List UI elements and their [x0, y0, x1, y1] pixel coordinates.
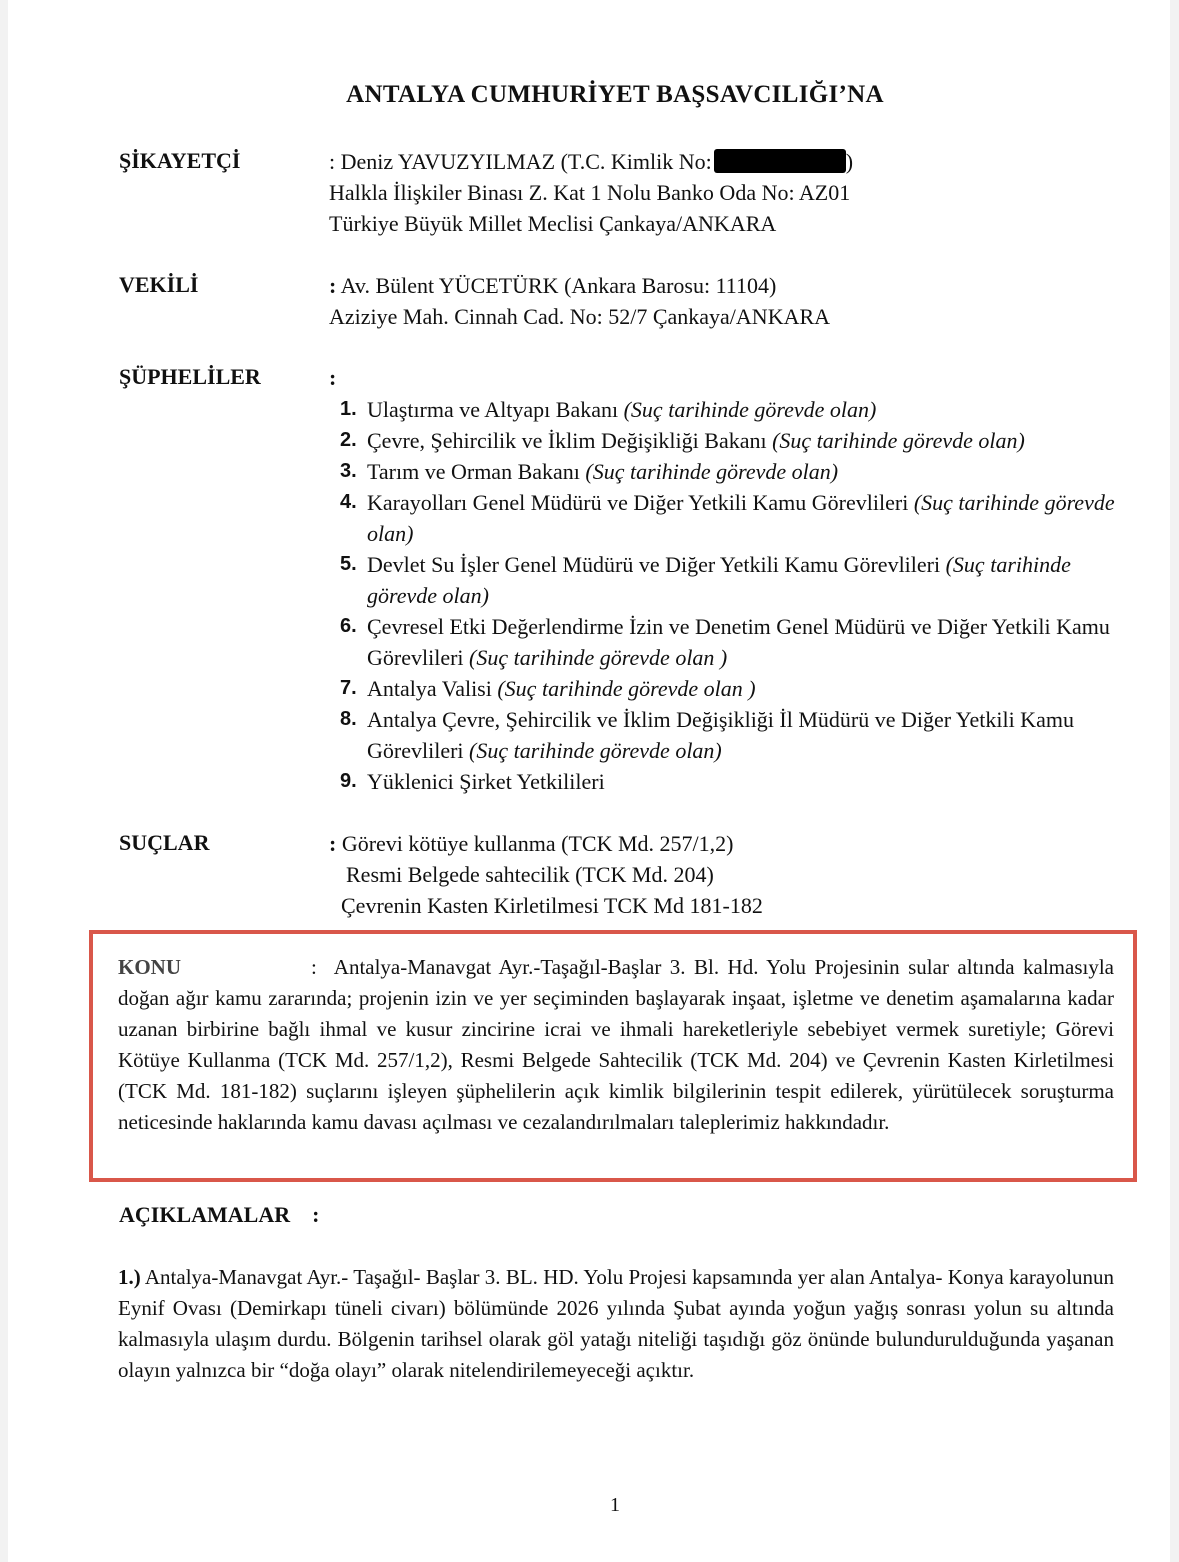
suclar-line1 — [329, 828, 763, 859]
list-item-number: 5. — [340, 553, 357, 575]
konu-text: Antalya-Manavgat Ayr.-Taşağıl-Başlar 3. Bl. Hd. Yolu Projesinin sular altında kalmasıyla doğan ağır kamu zararında; projenin izin ve yer seçiminden başlayarak inşaat, işletme ve denetim aşamalarına kadar uzanan birbirine bağlı ihmal ve kusur zincirine icrai ve ihmali hareketleriyle sebebiyet vermek suretiyle; Görevi Kötüye Kullanma (TCK Md. 257/1,2), Resmi Belgede Sahtecilik (TCK Md. 204) ve Çevrenin Kasten Kirletilmesi (TCK Md. 181-182) suçlarını işleyen şüphelilerin açık kimlik bilgilerinin tespit edilerek, yürütülecek soruşturma neticesinde haklarında kamu davası açılması ve cezalandırılmaları taleplerimiz hakkındadır. — [118, 955, 1115, 1134]
list-item-text: Devlet Su İşler Genel Müdürü ve Diğer Yetkili Kamu Görevlileri — [367, 552, 946, 577]
list-item-text: Karayolları Genel Müdürü ve Diğer Yetkili Kamu Görevlileri — [367, 490, 914, 515]
suclar-label: SUÇLAR — [119, 830, 210, 855]
list-item-note: (Suç tarihinde görevde olan) — [367, 490, 1115, 546]
list-item — [337, 611, 1117, 673]
list-item-note: (Suç tarihinde görevde olan) — [367, 552, 1071, 608]
sikayetci-name-suffix: ) — [845, 149, 854, 174]
list-item-text: Çevre, Şehircilik ve İklim Değişikliği Bakanı — [367, 428, 773, 453]
vekili-colon: : — [329, 273, 337, 298]
list-item — [337, 549, 1117, 611]
list-item-number: 7. — [340, 677, 357, 699]
document-title: ANTALYA CUMHURİYET BAŞSAVCILIĞI’NA — [346, 81, 884, 108]
suclar-line1-text: Görevi kötüye kullanma (TCK Md. 257/1,2) — [341, 831, 734, 856]
list-item-number: 1. — [340, 398, 357, 420]
sikayetci-value — [329, 146, 853, 239]
aciklamalar-colon: : — [312, 1202, 320, 1227]
vekili-value — [329, 270, 830, 332]
list-item — [337, 394, 1117, 425]
list-item-text: Ulaştırma ve Altyapı Bakanı — [367, 397, 624, 422]
list-item-note: (Suç tarihinde görevde olan) — [585, 459, 839, 484]
list-item — [337, 487, 1117, 549]
list-item-text: Tarım ve Orman Bakanı — [367, 459, 586, 484]
paragraph-number: 1.) — [118, 1265, 141, 1289]
sikayetci-address1: Halkla İlişkiler Binası Z. Kat 1 Nolu Banko Oda No: AZ01 — [329, 180, 851, 205]
list-item-text: Antalya Çevre, Şehircilik ve İklim Değişikliği İl Müdürü ve Diğer Yetkili Kamu Görevlileri — [367, 707, 1074, 763]
supheliler-colon: : — [329, 365, 337, 390]
list-item-note: (Suç tarihinde görevde olan) — [772, 428, 1025, 453]
list-item — [337, 425, 1117, 456]
list-item-text: Çevresel Etki Değerlendirme İzin ve Denetim Genel Müdürü ve Diğer Yetkili Kamu Görevlileri — [367, 614, 1110, 670]
list-item-number: 6. — [340, 615, 357, 637]
list-item-number: 3. — [340, 460, 357, 482]
sikayetci-name-text: : Deniz YAVUZYILMAZ (T.C. Kimlik No: — [329, 149, 712, 174]
list-item-note: (Suç tarihinde görevde olan) — [623, 397, 877, 422]
list-item — [337, 456, 1117, 487]
list-item-number: 2. — [340, 429, 357, 451]
suclar-line2: Resmi Belgede sahtecilik (TCK Md. 204) — [346, 862, 714, 887]
list-item-number: 8. — [340, 708, 357, 730]
vekili-label: VEKİLİ — [119, 272, 199, 297]
konu-paragraph — [118, 952, 1114, 1138]
sikayetci-name — [329, 146, 853, 177]
list-item — [337, 704, 1117, 766]
supheliler-list — [337, 394, 1117, 797]
aciklamalar-label-text: AÇIKLAMALAR — [119, 1202, 291, 1227]
supheliler-label: ŞÜPHELİLER — [119, 364, 261, 389]
vekili-name — [329, 270, 830, 301]
aciklamalar-label — [119, 1202, 319, 1228]
sikayetci-label: ŞİKAYETÇİ — [119, 148, 241, 173]
list-item-note: (Suç tarihinde görevde olan ) — [469, 645, 728, 670]
list-item-text: Antalya Valisi — [367, 676, 498, 701]
suclar-value — [329, 828, 763, 921]
vekili-name-text: Av. Bülent YÜCETÜRK (Ankara Barosu: 11104) — [340, 273, 777, 298]
konu-label: KONU — [118, 955, 181, 979]
list-item-number: 4. — [340, 491, 357, 513]
list-item-note: (Suç tarihinde görevde olan ) — [497, 676, 756, 701]
suclar-line3: Çevrenin Kasten Kirletilmesi TCK Md 181-182 — [341, 893, 763, 918]
sikayetci-address2: Türkiye Büyük Millet Meclisi Çankaya/ANKARA — [329, 211, 777, 236]
list-item-number: 9. — [340, 770, 357, 792]
list-item-note: (Suç tarihinde görevde olan) — [469, 738, 722, 763]
vekili-address: Aziziye Mah. Cinnah Cad. No: 52/7 Çankaya/ANKARA — [329, 304, 831, 329]
suclar-colon: : — [329, 831, 337, 856]
konu-colon: : — [311, 955, 317, 979]
list-item-text: Yüklenici Şirket Yetkilileri — [367, 769, 605, 794]
page-number: 1 — [610, 1494, 620, 1516]
list-item — [337, 766, 1117, 797]
paragraph-text: Antalya-Manavgat Ayr.- Taşağıl- Başlar 3. BL. HD. Yolu Projesi kapsamında yer alan Antalya- Konya karayolunun Eynif Ovası (Demirkapı tüneli civarı) bölümünde 2026 yılında Şubat ayında yoğun yağış sonrası yolun su altında kalmasıyla ulaşım durdu. Bölgenin tarihsel olarak göl yatağı niteliği taşıdığı göz önünde bulundurulduğunda yaşanan olayın yalnızca bir “doğa olayı” olarak nitelendirilemeyeceği açıktır. — [118, 1265, 1114, 1382]
aciklamalar-paragraph-1 — [118, 1262, 1114, 1386]
list-item — [337, 673, 1117, 704]
redaction-bar — [714, 149, 846, 173]
